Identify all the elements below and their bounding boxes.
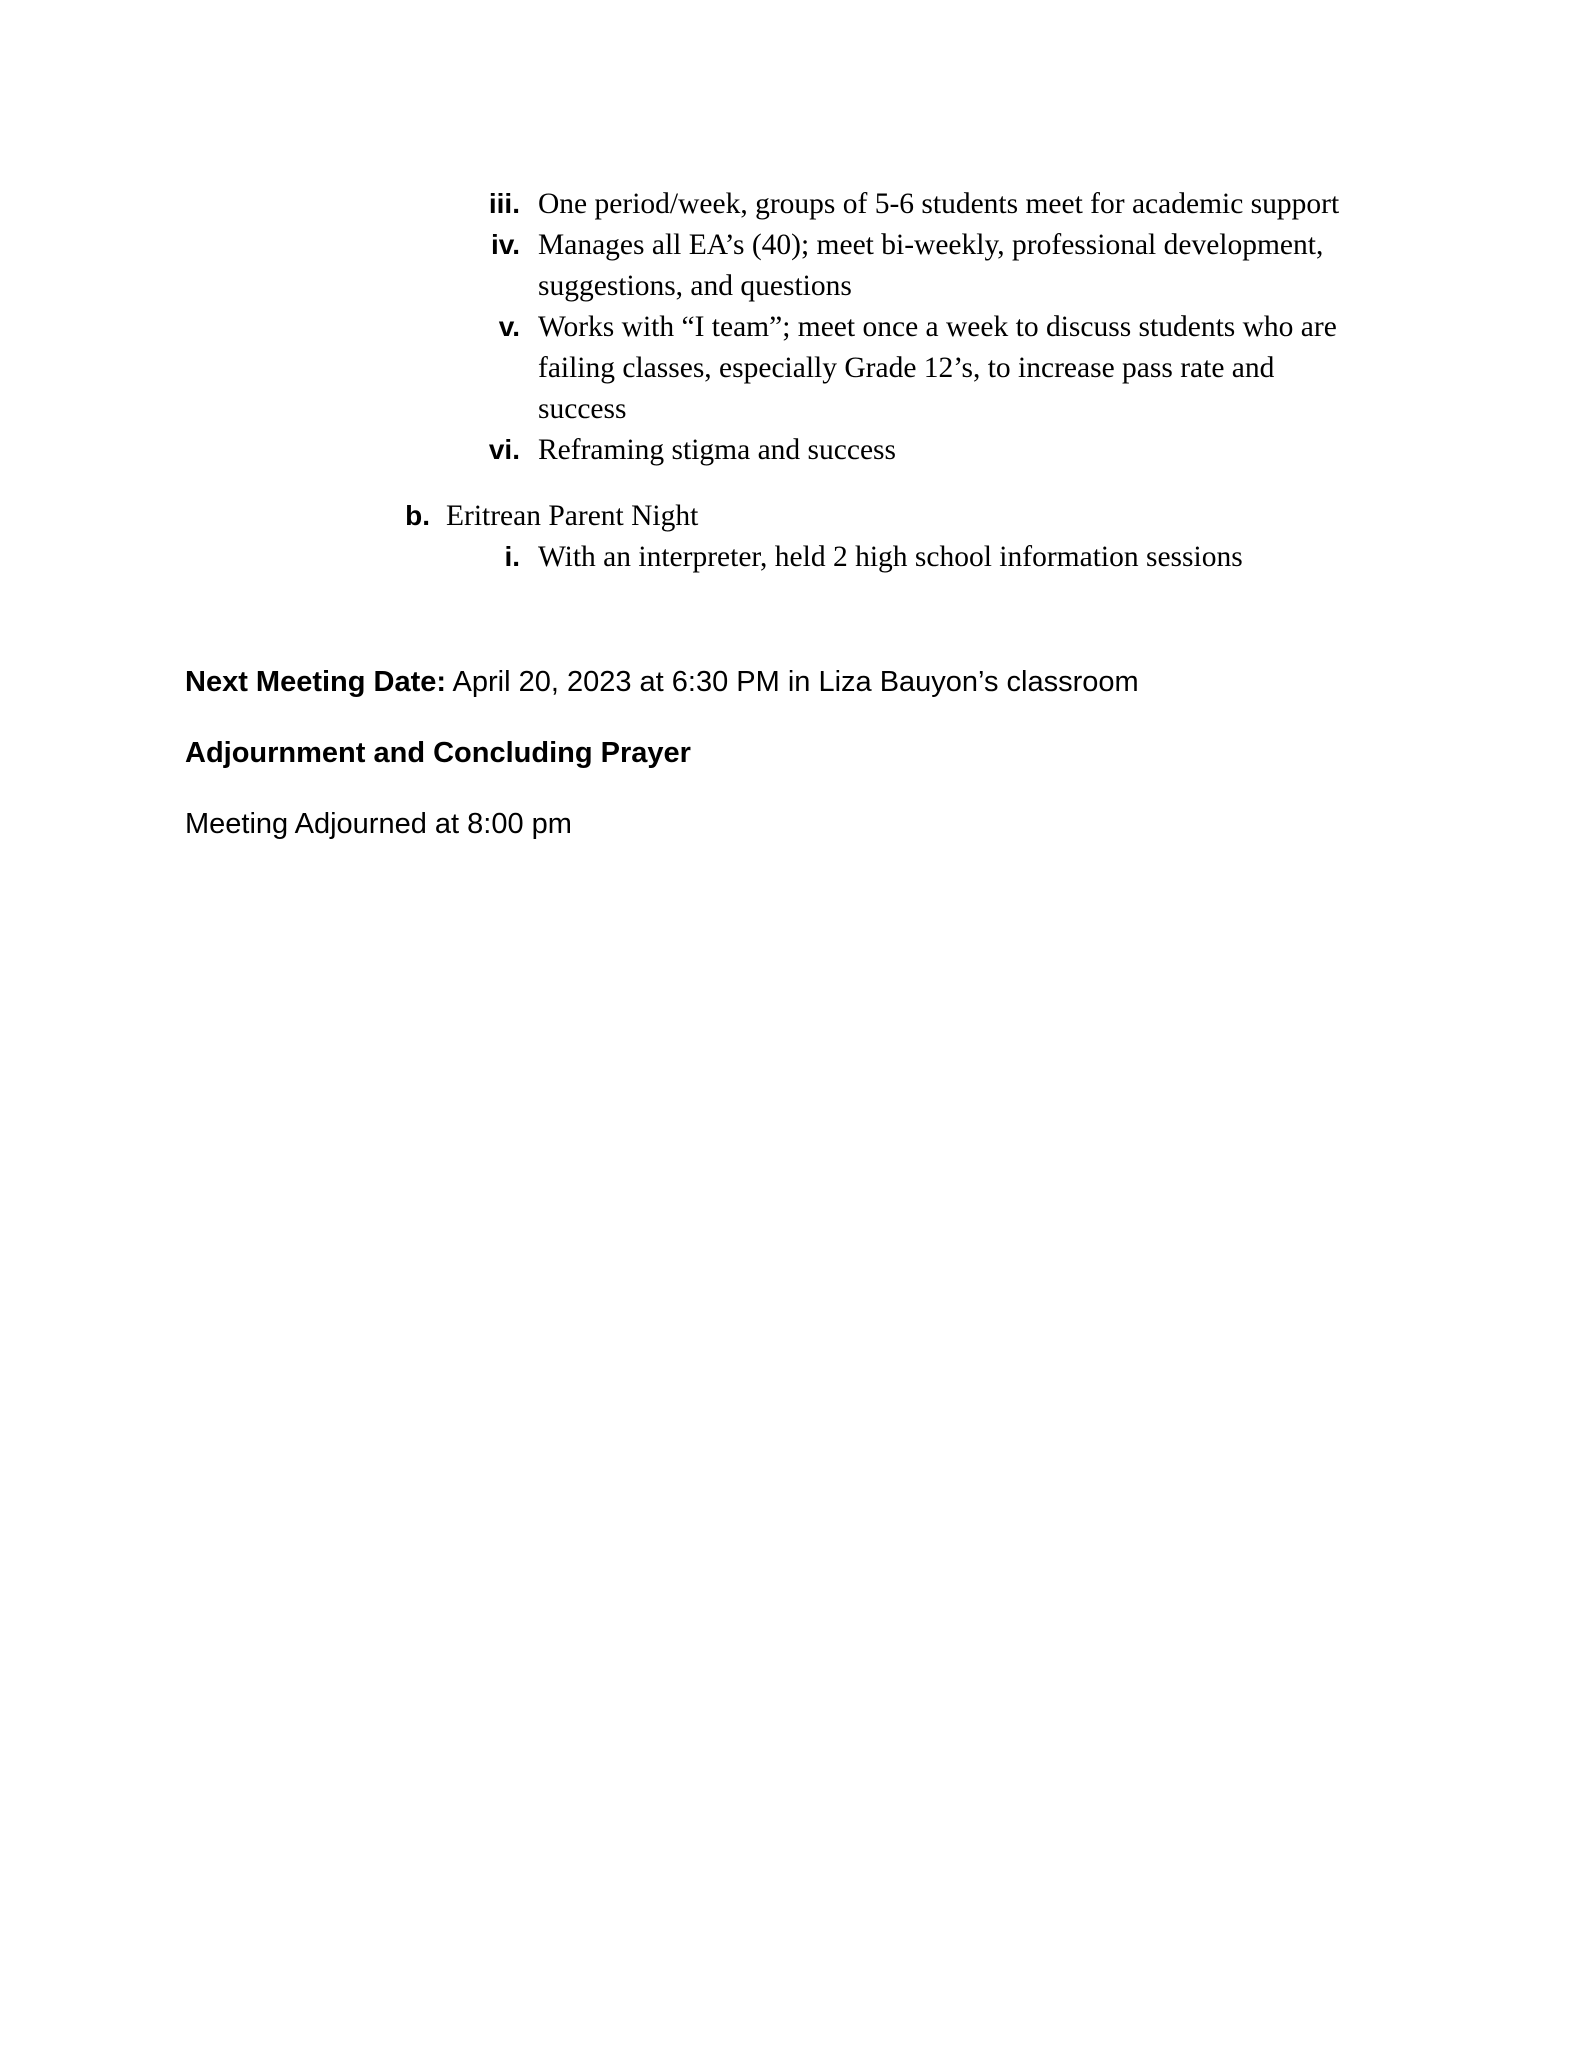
list-marker-b-i: i.: [504, 541, 520, 572]
list-marker-v: v.: [498, 311, 520, 342]
section-b-label: Eritrean Parent Night: [446, 500, 699, 532]
adjournment-text: Meeting Adjourned at 8:00 pm: [185, 808, 572, 840]
list-item-vi-line-1: Reframing stigma and success: [538, 434, 897, 466]
list-marker-iv: iv.: [490, 229, 520, 260]
list-marker-b: b.: [405, 500, 430, 531]
list-item-iii-line-1: One period/week, groups of 5-6 students meet for academic support: [538, 188, 1340, 220]
list-marker-vi: vi.: [488, 434, 520, 465]
list-item-v-line-1: Works with “I team”; meet once a week to discuss students who are: [538, 311, 1337, 343]
section-b-sub-item: With an interpreter, held 2 high school information sessions: [538, 541, 1243, 573]
next-meeting-label: Next Meeting Date:: [185, 666, 447, 698]
list-item-iv-line-2: suggestions, and questions: [538, 270, 852, 302]
list-marker-iii: iii.: [488, 188, 520, 219]
list-item-v-line-2: failing classes, especially Grade 12’s, to increase pass rate and: [538, 352, 1275, 384]
list-item-v-line-3: success: [538, 393, 627, 425]
next-meeting-value: April 20, 2023 at 6:30 PM in Liza Bauyon’s classroom: [446, 666, 1139, 698]
list-item-iv-line-1: Manages all EA’s (40); meet bi-weekly, professional development,: [538, 229, 1324, 261]
adjournment-heading: Adjournment and Concluding Prayer: [185, 737, 691, 769]
next-meeting-line: [185, 662, 1139, 702]
